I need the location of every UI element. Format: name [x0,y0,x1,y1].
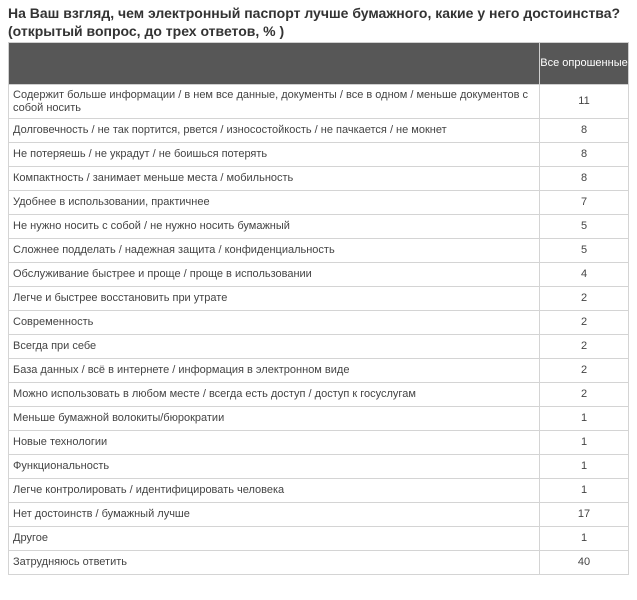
survey-table [8,42,629,575]
table-row [9,143,629,167]
table-row [9,503,629,527]
value-cell: 17 [540,503,629,527]
value-cell: 2 [540,311,629,335]
answer-cell: Удобнее в использовании, практичнее [9,191,540,215]
value-cell: 2 [540,287,629,311]
value-cell: 1 [540,407,629,431]
table-row [9,359,629,383]
header-row [9,43,629,85]
table-row [9,479,629,503]
table-row [9,215,629,239]
value-cell: 2 [540,335,629,359]
answer-cell: Содержит больше информации / в нем все данные, документы / все в одном / меньше документов с собой носить [9,85,540,119]
value-cell: 4 [540,263,629,287]
answer-cell: Нет достоинств / бумажный лучше [9,503,540,527]
answer-cell: Сложнее подделать / надежная защита / конфиденциальность [9,239,540,263]
answer-cell: Обслуживание быстрее и проще / проще в использовании [9,263,540,287]
table-row [9,119,629,143]
question-title: На Ваш взгляд, чем электронный паспорт лучше бумажного, какие у него достоинства? (открытый вопрос, до трех ответов, % ) [8,5,621,39]
table-row [9,311,629,335]
table-row [9,455,629,479]
answer-cell: Меньше бумажной волокиты/бюрократии [9,407,540,431]
value-cell: 11 [540,85,629,119]
value-cell: 1 [540,431,629,455]
answer-cell: База данных / всё в интернете / информация в электронном виде [9,359,540,383]
table-row [9,85,629,119]
answer-cell: Долговечность / не так портится, рвется / износостойкость / не пачкается / не мокнет [9,119,540,143]
value-cell: 5 [540,239,629,263]
value-cell: 8 [540,167,629,191]
answer-cell: Легче контролировать / идентифицировать человека [9,479,540,503]
answer-cell: Новые технологии [9,431,540,455]
answer-cell: Затрудняюсь ответить [9,551,540,575]
value-cell: 1 [540,479,629,503]
value-cell: 8 [540,119,629,143]
answer-cell: Легче и быстрее восстановить при утрате [9,287,540,311]
value-cell: 5 [540,215,629,239]
answer-cell: Компактность / занимает меньше места / мобильность [9,167,540,191]
table-row [9,287,629,311]
value-cell: 7 [540,191,629,215]
table-row [9,191,629,215]
value-cell: 40 [540,551,629,575]
table-row [9,239,629,263]
table-row [9,407,629,431]
table-row [9,527,629,551]
value-cell: 1 [540,455,629,479]
table-row [9,383,629,407]
table-row [9,335,629,359]
answer-cell: Всегда при себе [9,335,540,359]
answer-cell: Современность [9,311,540,335]
value-cell: 2 [540,383,629,407]
table-row [9,167,629,191]
value-cell: 8 [540,143,629,167]
answer-column-header [9,43,540,85]
table-row [9,263,629,287]
answer-cell: Функциональность [9,455,540,479]
table-row [9,431,629,455]
answer-cell: Не нужно носить с собой / не нужно носить бумажный [9,215,540,239]
answer-cell: Можно использовать в любом месте / всегда есть доступ / доступ к госуслугам [9,383,540,407]
value-cell: 2 [540,359,629,383]
all-respondents-column-header: Все опрошенные [540,43,629,85]
answer-cell: Не потеряешь / не украдут / не боишься потерять [9,143,540,167]
answer-cell: Другое [9,527,540,551]
table-row [9,551,629,575]
value-cell: 1 [540,527,629,551]
